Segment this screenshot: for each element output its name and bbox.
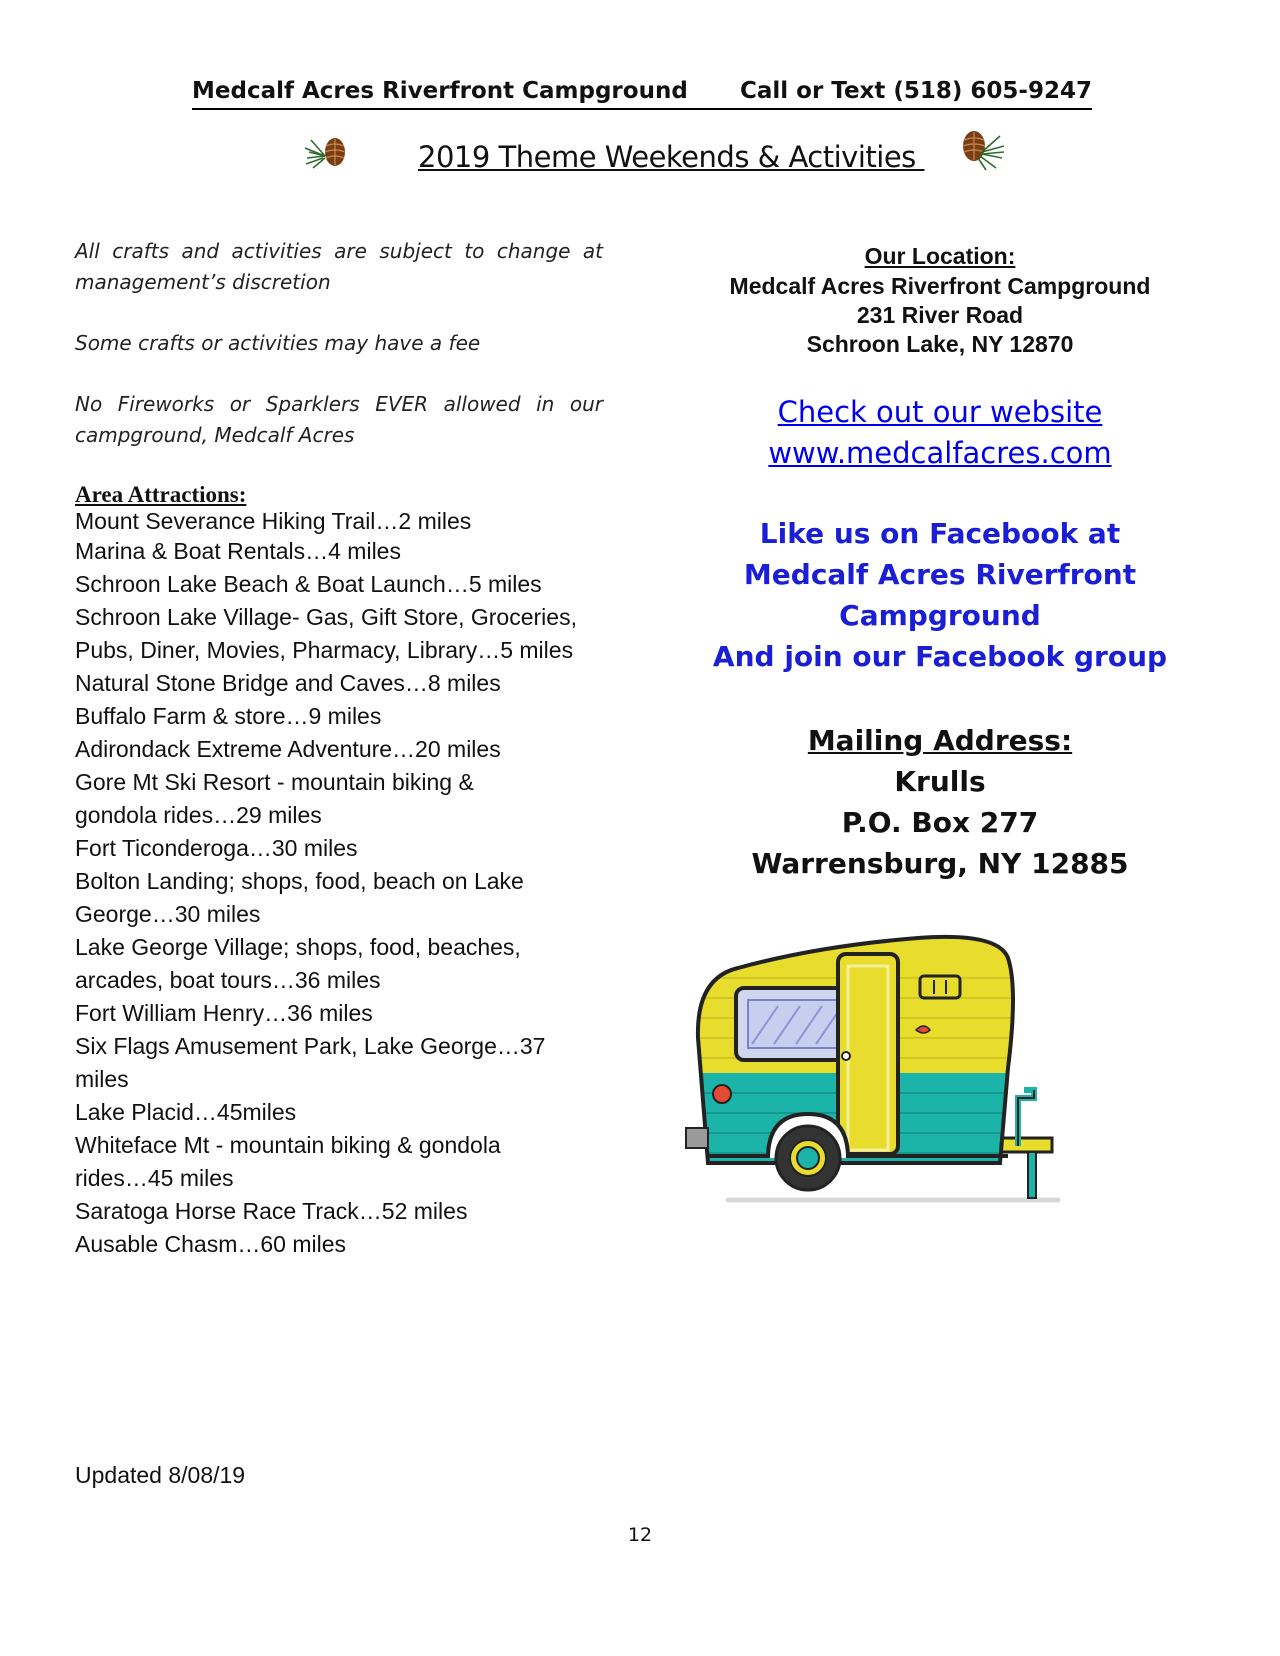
location-address [680, 272, 1200, 359]
header-phone: Call or Text (518) 605-9247 [739, 78, 1092, 104]
note-subject-to-change: All crafts and activities are subject to change at management’s discretion [75, 239, 603, 294]
list-item: Marina & Boat Rentals…4 miles [75, 538, 401, 564]
list-item: Lake George Village; shops, food, beaches, arcades, boat tours…36 miles [75, 934, 521, 993]
page-title: 2019 Theme Weekends & Activities [418, 140, 925, 174]
location-heading: Our Location: [864, 243, 1016, 269]
list-item: Gore Mt Ski Resort - mountain biking & gondola rides…29 miles [75, 769, 474, 828]
location-street: 231 River Road [856, 302, 1024, 328]
list-item: Saratoga Horse Race Track…52 miles [75, 1198, 468, 1224]
mailing-heading: Mailing Address: [807, 724, 1073, 757]
mailing-name: Krulls [894, 765, 986, 798]
facebook-line-1: Like us on Facebook at [759, 517, 1121, 550]
list-item: Fort Ticonderoga…30 miles [75, 835, 358, 861]
pinecone-icon [303, 134, 349, 174]
list-item: Adirondack Extreme Adventure…20 miles [75, 736, 501, 762]
note-fees: Some crafts or activities may have a fee [75, 331, 481, 355]
facebook-line-2: Medcalf Acres Riverfront [743, 558, 1137, 591]
list-item: Ausable Chasm…60 miles [75, 1231, 347, 1257]
area-attractions-list [75, 507, 635, 1261]
list-item: Buffalo Farm & store…9 miles [75, 703, 382, 729]
mailing-city: Warrensburg, NY 12885 [751, 847, 1129, 880]
location-name: Medcalf Acres Riverfront Campground [729, 273, 1151, 299]
website-block [680, 392, 1200, 474]
facebook-line-4: And join our Facebook group [712, 640, 1168, 673]
location-city: Schroon Lake, NY 12870 [806, 331, 1074, 357]
list-item: Natural Stone Bridge and Caves…8 miles [75, 670, 501, 696]
pinecone-icon [956, 128, 1006, 172]
page-number: 12 [627, 1524, 653, 1546]
website-url-link[interactable]: www.medcalfacres.com [768, 436, 1112, 470]
list-item: Schroon Lake Village- Gas, Gift Store, Groceries, Pubs, Diner, Movies, Pharmacy, Library…5 miles [75, 604, 577, 663]
note-no-fireworks: No Fireworks or Sparklers EVER allowed in our campground, Medcalf Acres [75, 392, 603, 447]
page-header [192, 78, 1092, 110]
mailing-box: P.O. Box 277 [841, 806, 1039, 839]
facebook-line-3: Campground [839, 599, 1041, 632]
list-item: Fort William Henry…36 miles [75, 1000, 373, 1026]
header-campground-name: Medcalf Acres Riverfront Campground [192, 78, 688, 104]
camper-trailer-icon [678, 918, 1068, 1218]
website-link-text[interactable]: Check out our website [777, 395, 1103, 429]
list-item: Lake Placid…45miles [75, 1099, 297, 1125]
list-item: Bolton Landing; shops, food, beach on Lake George…30 miles [75, 868, 524, 927]
list-item: Schroon Lake Beach & Boat Launch…5 miles [75, 571, 542, 597]
updated-date: Updated 8/08/19 [75, 1462, 246, 1488]
mailing-address-block [680, 720, 1200, 884]
list-item: Six Flags Amusement Park, Lake George…37 miles [75, 1033, 546, 1092]
list-item: Whiteface Mt - mountain biking & gondola rides…45 miles [75, 1132, 501, 1191]
facebook-block [680, 513, 1200, 677]
list-item: Mount Severance Hiking Trail…2 miles [75, 508, 472, 534]
area-attractions-heading: Area Attractions: [75, 482, 247, 507]
